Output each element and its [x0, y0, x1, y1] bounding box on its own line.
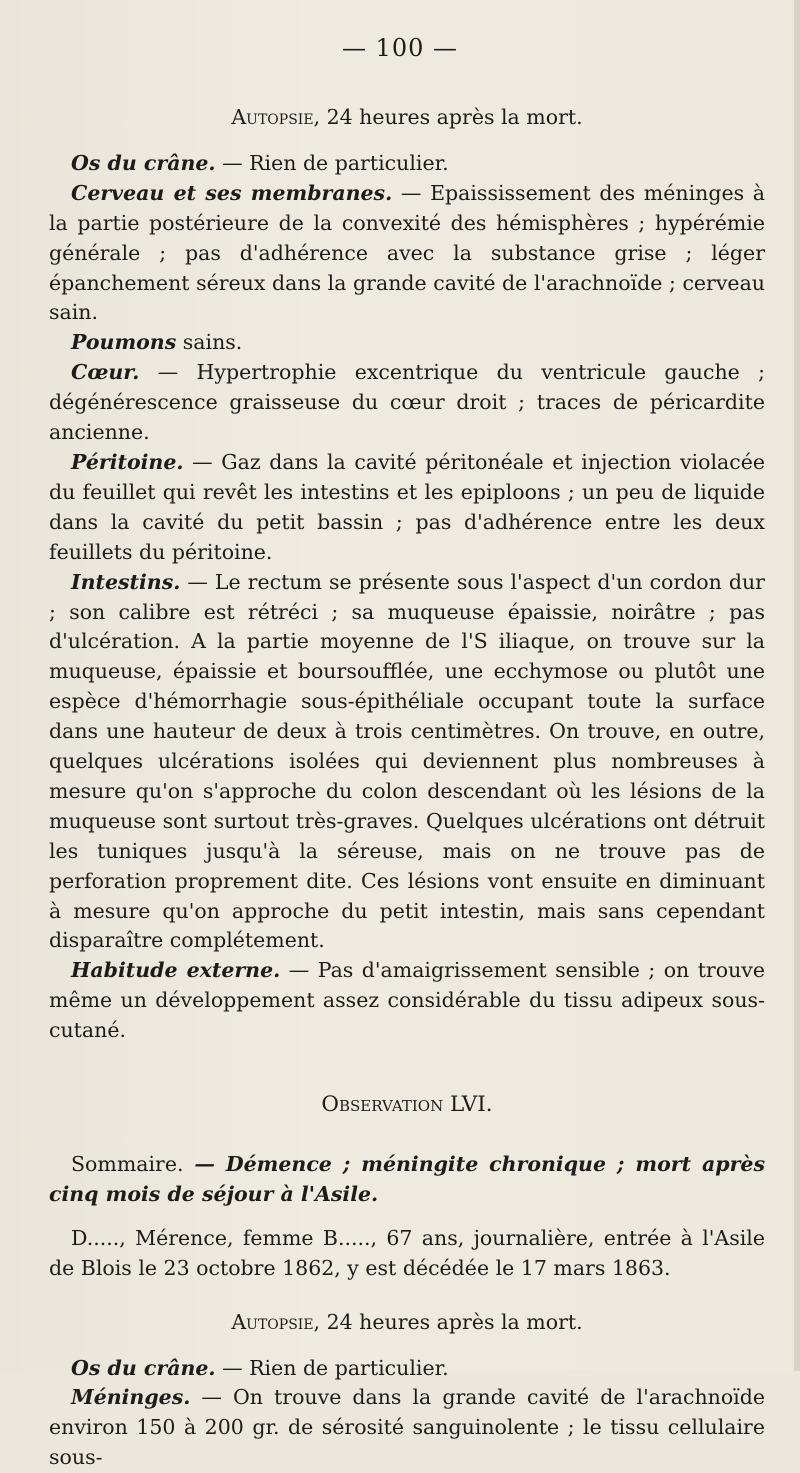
entry-lungs: [49, 328, 765, 358]
autopsy-label: Autopsie: [231, 1309, 314, 1334]
page-number: — 100 —: [341, 34, 459, 62]
entry-external: [49, 956, 765, 1046]
entry-text: — Epaississement des méninges à la partie postérieure de la convexité des hémisphères ; hypérémie générale ; pas d'adhérence avec la substance grise ; léger épanchement séreux dans la grande cavité de l'arachnoïde ; cerveau sain.: [49, 180, 765, 325]
entry-skull: [49, 149, 765, 179]
summary-text: — Démence ; méningite chronique ; mort après cinq mois de séjour à l'Asile.: [49, 1152, 765, 1206]
autopsy-heading-2: [49, 1308, 765, 1338]
observation-heading: Observation LVI.: [321, 1092, 493, 1118]
entry-text: — Rien de particulier.: [215, 150, 449, 175]
entry-peritoneum: [49, 448, 765, 568]
entry-term: Péritoine.: [71, 449, 184, 474]
entry-term: Méninges.: [71, 1385, 191, 1410]
page-body: [49, 103, 765, 1473]
entry-term: Cerveau et ses membranes.: [71, 180, 393, 205]
entry-text: — Pas d'amaigrissement sensible ; on trouve même un développement assez considérable du tissu adipeux sous-cutané.: [49, 958, 765, 1043]
entry-meninges: [49, 1383, 765, 1473]
entry-text: — Gaz dans la cavité péritonéale et injection violacée du feuillet qui revêt les intestins et les epiploons ; un peu de liquide dans la cavité du petit bassin ; pas d'adhérence entre les deux feuillets du péritoine.: [49, 449, 765, 564]
entry-term: Cœur.: [71, 360, 140, 385]
entry-heart: [49, 358, 765, 448]
patient-line: D....., Mérence, femme B....., 67 ans, journalière, entrée à l'Asile de Blois le 23 octobre 1862, y est décédée le 17 mars 1863.: [49, 1225, 765, 1280]
entry-term: Os du crâne.: [71, 150, 216, 175]
autopsy-timing: , 24 heures après la mort.: [313, 1309, 583, 1334]
entry-text: — On trouve dans la grande cavité de l'arachnoïde environ 150 à 200 gr. de sérosité sanguinolente ; le tissu cellulaire sous-: [49, 1385, 765, 1470]
summary-label: Sommaire.: [71, 1152, 184, 1176]
entry-skull-2: [49, 1354, 765, 1384]
entry-brain: [49, 179, 765, 329]
entry-text: sains.: [176, 330, 243, 355]
summary: [49, 1150, 765, 1210]
autopsy-label: Autopsie: [231, 105, 314, 129]
autopsy-heading-1: [49, 103, 765, 133]
autopsy-timing: , 24 heures après la mort.: [313, 105, 583, 129]
page-edge: [794, 0, 800, 1371]
entry-intestines: [49, 568, 765, 957]
entry-text: — Le rectum se présente sous l'aspect d'un cordon dur ; son calibre est rétréci ; sa muqueuse épaissie, noirâtre ; pas d'ulcération. A la partie moyenne de l'S iliaque, on trouve sur la muqueuse, épaissie et boursoufflée, une ecchymose ou plutôt une espèce d'hémorrhagie sous-épithéliale occupant toute la surface dans une hauteur de deux à trois centimètres. On trouve, en outre, quelques ulcérations isolées qui deviennent plus nombreuses à mesure qu'on s'approche du colon descendant où les lésions de la muqueuse sont surtout très-graves. Quelques ulcérations ont détruit les tuniques jusqu'à la séreuse, mais on ne trouve pas de perforation proprement dite. Ces lésions vont ensuite en diminuant à mesure qu'on approche du petit intestin, mais sans cependant disparaître complétement.: [49, 569, 765, 953]
entry-term: Poumons: [71, 330, 177, 355]
entry-text: — Rien de particulier.: [215, 1355, 449, 1380]
entry-term: Habitude externe.: [71, 958, 281, 983]
entry-term: Intestins.: [71, 569, 181, 594]
entry-text: — Hypertrophie excentrique du ventricule gauche ; dégénérescence graisseuse du cœur droit ; traces de péricardite ancienne.: [49, 360, 765, 445]
entry-term: Os du crâne.: [71, 1355, 216, 1380]
